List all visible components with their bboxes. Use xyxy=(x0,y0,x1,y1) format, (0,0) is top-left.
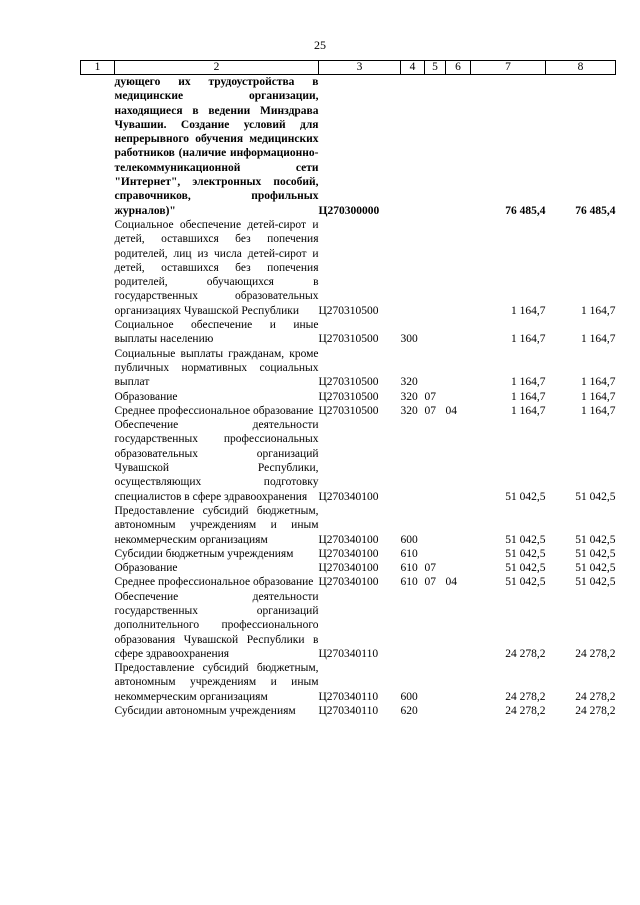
cell-expense-type xyxy=(401,75,425,218)
cell-expense-type: 320 xyxy=(400,376,418,389)
cell-amount-2: 51 042,5 xyxy=(575,576,616,589)
cell-target-code: Ц270310500 xyxy=(318,404,379,417)
table-row xyxy=(81,704,616,718)
cell-amount-2: 1 164,7 xyxy=(581,333,616,346)
column-header-1: 1 xyxy=(81,61,115,75)
cell-subsection xyxy=(446,418,471,504)
cell-blank xyxy=(81,561,115,575)
cell-expense-type: 300 xyxy=(400,333,418,346)
cell-item-name: Предоставление субсидий бюджетным, автономным учреждениям и иным некоммерческим организациям xyxy=(114,662,319,703)
cell-blank xyxy=(81,75,115,218)
cell-item-name: Субсидии автономным учреждениям xyxy=(114,705,296,718)
table-row xyxy=(81,575,616,589)
cell-amount-1: 51 042,5 xyxy=(505,533,546,546)
cell-blank xyxy=(81,547,115,561)
cell-blank xyxy=(81,504,115,547)
cell-item-name: Социальные выплаты гражданам, кроме публичных нормативных социальных выплат xyxy=(114,347,319,389)
cell-target-code: Ц270340110 xyxy=(318,705,379,718)
cell-section: 07 xyxy=(424,390,436,403)
cell-section xyxy=(425,661,446,704)
cell-amount-2: 1 164,7 xyxy=(581,404,616,417)
cell-expense-type: 620 xyxy=(400,705,418,718)
cell-blank xyxy=(81,704,115,718)
cell-amount-2: 51 042,5 xyxy=(575,547,616,560)
cell-amount-2: 1 164,7 xyxy=(581,304,616,317)
cell-section: 07 xyxy=(424,576,436,589)
cell-amount-2: 76 485,4 xyxy=(575,204,616,217)
cell-section xyxy=(425,418,446,504)
column-header-4: 4 xyxy=(401,61,425,75)
column-header-5: 5 xyxy=(425,61,446,75)
cell-amount-1: 51 042,5 xyxy=(505,576,546,589)
table-row xyxy=(81,561,616,575)
column-header-2: 2 xyxy=(115,61,319,75)
cell-amount-1: 1 164,7 xyxy=(511,333,546,346)
column-header-6: 6 xyxy=(446,61,471,75)
cell-item-name: дующего их трудоустройства в медицинские организации, находящиеся в ведении Минздрава Чувашии. Создание условий для непрерывного обучения медицинских работников (наличие информационно-телекоммуникационной сети "Интернет", электронных пособий, справочников, профильных журналов)" xyxy=(114,76,319,217)
cell-expense-type: 320 xyxy=(400,390,418,403)
cell-target-code: Ц270340100 xyxy=(318,547,379,560)
cell-expense-type: 600 xyxy=(400,690,418,703)
cell-target-code: Ц270340110 xyxy=(318,690,379,703)
cell-amount-1: 51 042,5 xyxy=(505,562,546,575)
cell-subsection xyxy=(446,218,471,318)
cell-subsection xyxy=(446,547,471,561)
table-body xyxy=(81,75,616,719)
cell-amount-1: 76 485,4 xyxy=(505,204,546,217)
cell-expense-type: 610 xyxy=(400,562,418,575)
cell-blank xyxy=(81,404,115,418)
cell-item-name: Субсидии бюджетным учреждениям xyxy=(114,547,294,560)
cell-amount-1: 1 164,7 xyxy=(511,304,546,317)
column-header-7: 7 xyxy=(471,61,546,75)
cell-item-name: Социальное обеспечение и иные выплаты населению xyxy=(114,319,319,346)
cell-target-code: Ц270310500 xyxy=(318,304,379,317)
cell-amount-1: 1 164,7 xyxy=(511,404,546,417)
cell-section xyxy=(425,318,446,347)
cell-subsection: 04 xyxy=(445,404,457,417)
cell-subsection xyxy=(446,390,471,404)
cell-item-name: Образование xyxy=(114,390,178,403)
cell-blank xyxy=(81,590,115,661)
cell-amount-2: 24 278,2 xyxy=(575,647,616,660)
cell-section xyxy=(425,347,446,390)
cell-item-name: Среднее профессиональное образование xyxy=(114,576,314,589)
table-row xyxy=(81,390,616,404)
cell-subsection xyxy=(446,75,471,218)
cell-expense-type: 600 xyxy=(400,533,418,546)
cell-section xyxy=(425,75,446,218)
cell-target-code: Ц270300000 xyxy=(318,204,380,217)
table-row xyxy=(81,404,616,418)
cell-expense-type: 610 xyxy=(400,576,418,589)
cell-target-code: Ц270340110 xyxy=(318,647,379,660)
cell-expense-type xyxy=(401,218,425,318)
cell-blank xyxy=(81,575,115,589)
cell-blank xyxy=(81,218,115,318)
cell-amount-1: 51 042,5 xyxy=(505,490,546,503)
cell-amount-1: 1 164,7 xyxy=(511,376,546,389)
table-row xyxy=(81,547,616,561)
cell-target-code: Ц270310500 xyxy=(318,376,379,389)
cell-subsection xyxy=(446,590,471,661)
cell-section: 07 xyxy=(424,562,436,575)
cell-target-code: Ц270310500 xyxy=(318,390,379,403)
table-row xyxy=(81,590,616,661)
cell-expense-type xyxy=(401,418,425,504)
cell-section xyxy=(425,590,446,661)
table-row xyxy=(81,318,616,347)
cell-subsection xyxy=(446,661,471,704)
cell-expense-type xyxy=(401,590,425,661)
cell-item-name: Обеспечение деятельности государственных организаций дополнительного профессионального образования Чувашской Республики в сфере здравоохранения xyxy=(114,590,319,660)
cell-expense-type: 610 xyxy=(400,547,418,560)
table-row xyxy=(81,75,616,218)
cell-subsection xyxy=(446,561,471,575)
table-header xyxy=(81,61,616,75)
cell-blank xyxy=(81,318,115,347)
cell-blank xyxy=(81,347,115,390)
cell-section: 07 xyxy=(424,404,436,417)
cell-item-name: Социальное обеспечение детей-сирот и детей, оставшихся без попечения родителей, лиц из числа детей-сирот и детей, оставшихся без попечения родителей, обучающихся в государственных образовательных организациях Чувашской Республики xyxy=(114,218,319,317)
cell-subsection: 04 xyxy=(445,576,457,589)
cell-section xyxy=(425,704,446,718)
cell-amount-2: 24 278,2 xyxy=(575,690,616,703)
cell-amount-1: 1 164,7 xyxy=(511,390,546,403)
table-row xyxy=(81,347,616,390)
cell-amount-1: 51 042,5 xyxy=(505,547,546,560)
cell-subsection xyxy=(446,347,471,390)
cell-target-code: Ц270310500 xyxy=(318,333,379,346)
cell-item-name: Предоставление субсидий бюджетным, автономным учреждениям и иным некоммерческим организациям xyxy=(114,504,319,546)
cell-target-code: Ц270340100 xyxy=(318,533,379,546)
cell-blank xyxy=(81,418,115,504)
cell-target-code: Ц270340100 xyxy=(318,576,379,589)
cell-section xyxy=(425,504,446,547)
cell-blank xyxy=(81,390,115,404)
cell-amount-2: 1 164,7 xyxy=(581,390,616,403)
cell-section xyxy=(425,218,446,318)
cell-item-name: Среднее профессиональное образование xyxy=(114,404,314,417)
cell-target-code: Ц270340100 xyxy=(318,490,379,503)
cell-amount-2: 51 042,5 xyxy=(575,562,616,575)
cell-amount-2: 1 164,7 xyxy=(581,376,616,389)
table-row xyxy=(81,218,616,318)
cell-item-name: Обеспечение деятельности государственных профессиональных образовательных организаций Чувашской Республики, осуществляющих подготовку специалистов в сфере здравоохранения xyxy=(114,419,319,503)
page-number: 25 xyxy=(314,38,326,52)
cell-subsection xyxy=(446,318,471,347)
column-number-row xyxy=(81,61,616,75)
table-row xyxy=(81,418,616,504)
cell-section xyxy=(425,547,446,561)
cell-amount-1: 24 278,2 xyxy=(505,647,546,660)
cell-subsection xyxy=(446,704,471,718)
cell-amount-2: 51 042,5 xyxy=(575,490,616,503)
column-header-8: 8 xyxy=(546,61,616,75)
cell-subsection xyxy=(446,504,471,547)
column-header-3: 3 xyxy=(319,61,401,75)
cell-amount-2: 51 042,5 xyxy=(575,533,616,546)
table-row xyxy=(81,661,616,704)
cell-expense-type: 320 xyxy=(400,404,418,417)
cell-item-name: Образование xyxy=(114,562,178,575)
cell-target-code: Ц270340100 xyxy=(318,562,379,575)
cell-blank xyxy=(81,661,115,704)
cell-amount-1: 24 278,2 xyxy=(505,705,546,718)
table-row xyxy=(81,504,616,547)
cell-amount-2: 24 278,2 xyxy=(575,705,616,718)
budget-table xyxy=(80,60,616,718)
cell-amount-1: 24 278,2 xyxy=(505,690,546,703)
